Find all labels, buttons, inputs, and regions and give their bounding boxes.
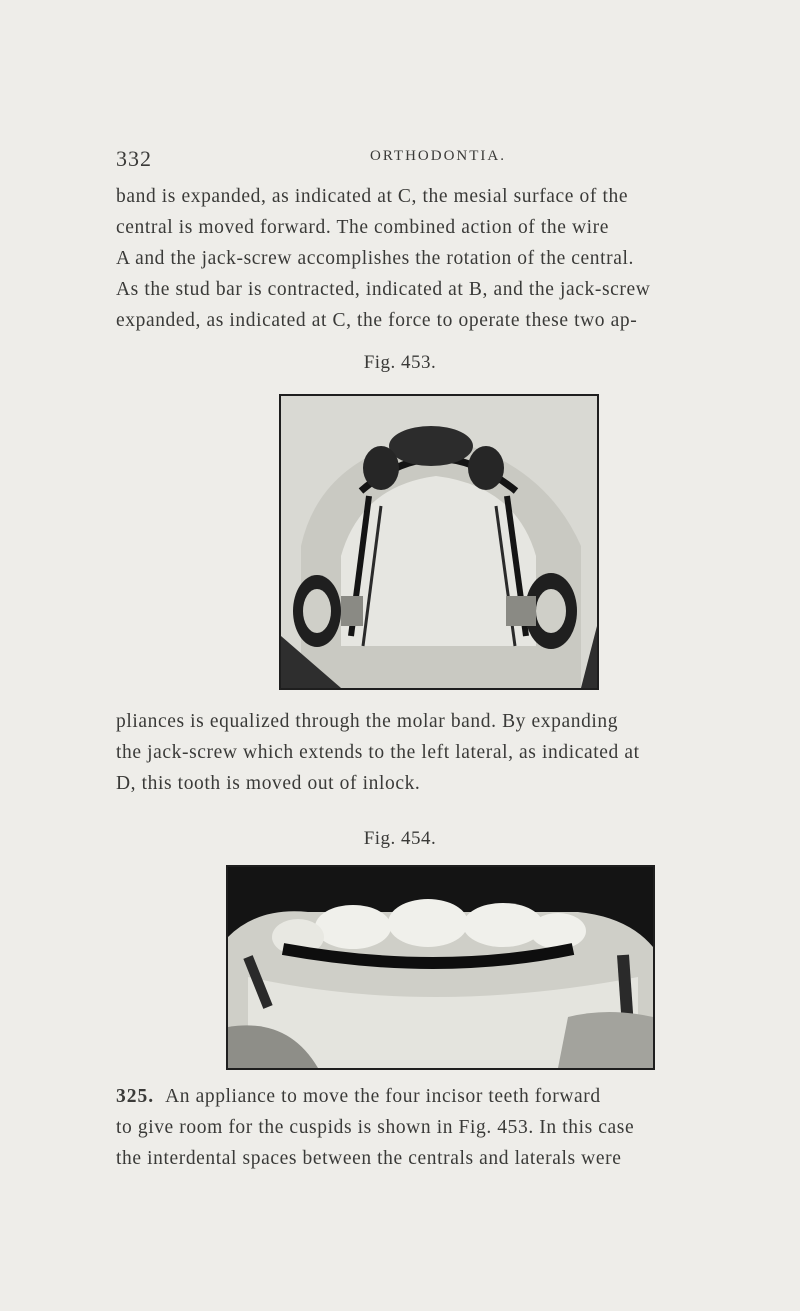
running-head: ORTHODONTIA. [370, 148, 507, 164]
figure-454-photo [226, 865, 655, 1070]
text-line: pliances is equalized through the molar band. By expanding [116, 711, 619, 732]
page-header [116, 146, 706, 170]
figure-453-label: Fig. 453. [363, 352, 437, 373]
section-number: 325. [116, 1086, 155, 1107]
figure-453-photo [279, 394, 599, 690]
dental-appliance-illustration [281, 396, 597, 688]
text-line: As the stud bar is contracted, indicated at B, and the jack-screw [116, 279, 651, 300]
page-number: 332 [116, 146, 152, 171]
text-line: expanded, as indicated at C, the force to operate these two ap- [116, 310, 638, 331]
paragraph-2 [116, 706, 706, 799]
text-line: the jack-screw which extends to the left lateral, as indicated at [116, 742, 640, 763]
paragraph-1 [116, 181, 706, 336]
text-line: D, this tooth is moved out of inlock. [116, 773, 421, 794]
text-line: band is expanded, as indicated at C, the mesial surface of the [116, 186, 629, 207]
text-line: to give room for the cuspids is shown in Fig. 453. In this case [116, 1117, 635, 1138]
paragraph-3 [116, 1081, 706, 1174]
text-line: central is moved forward. The combined action of the wire [116, 217, 610, 238]
figure-454-label: Fig. 454. [363, 828, 437, 849]
dental-cast-illustration [228, 867, 653, 1068]
text-line: A and the jack-screw accomplishes the rotation of the central. [116, 248, 635, 269]
text-line-content: An appliance to move the four incisor teeth forward [165, 1086, 601, 1107]
text-line [116, 1081, 706, 1112]
text-line: the interdental spaces between the centrals and laterals were [116, 1148, 622, 1169]
